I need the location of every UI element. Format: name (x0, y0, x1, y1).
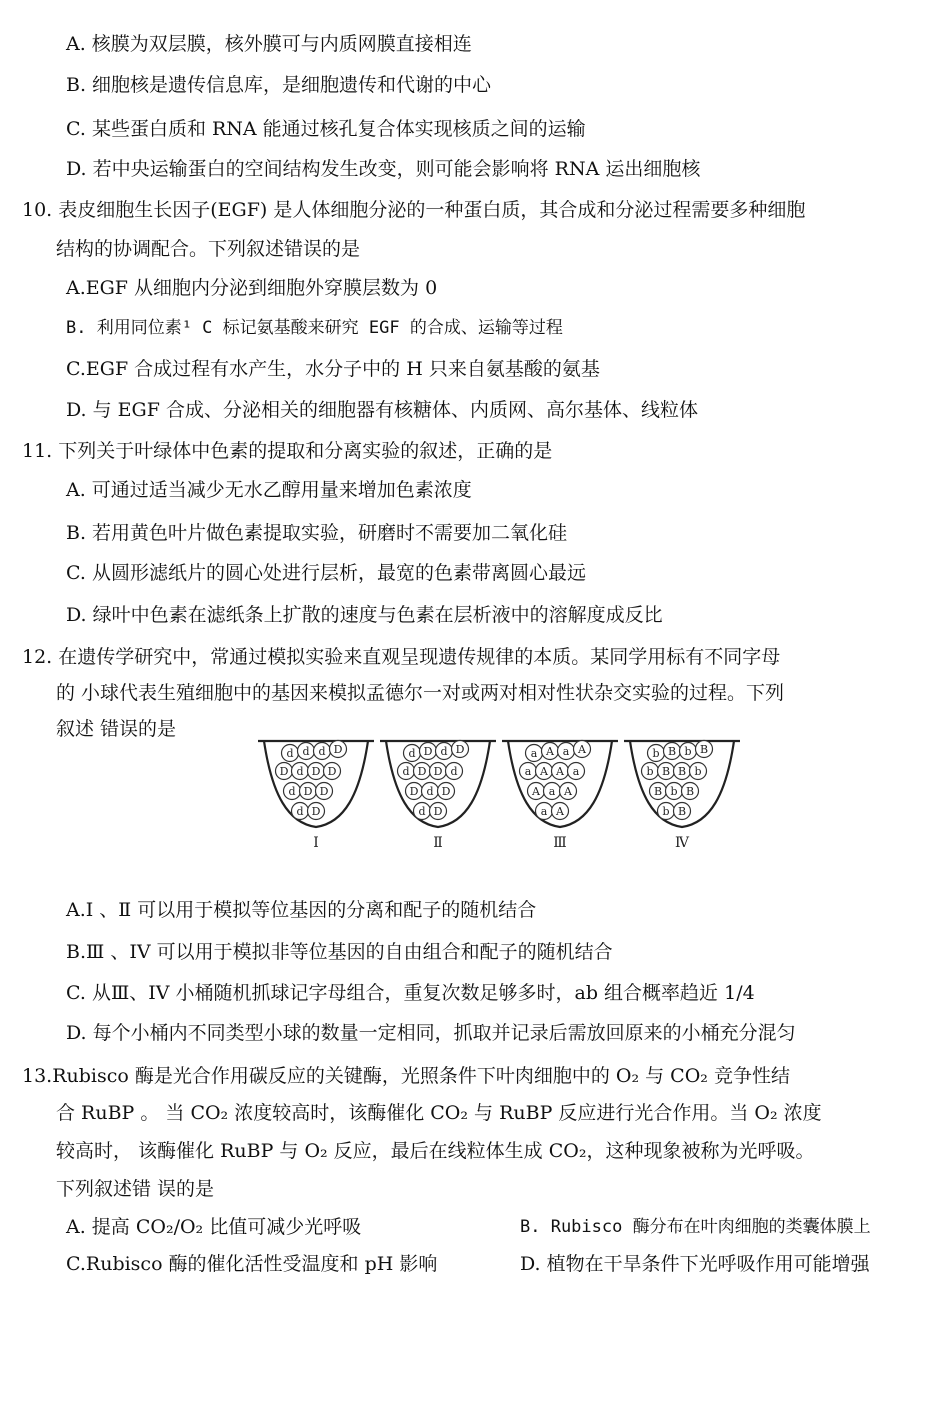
ball-letter: a (540, 805, 548, 818)
ball-letter: b (652, 747, 660, 760)
ball-letter: d (408, 747, 416, 760)
ball-letter: b (694, 765, 702, 778)
ball-letter: b (684, 745, 692, 758)
ball-letter: d (296, 805, 304, 818)
q11-option-b: B. 若用黄色叶片做色素提取实验，研磨时不需要加二氧化硅 (66, 522, 568, 544)
ball-letter: d (440, 745, 448, 758)
bucket-label: Ⅲ (553, 835, 567, 851)
q10-option-a: A.EGF 从细胞内分泌到细胞外穿膜层数为 0 (66, 277, 438, 299)
bucket-2 (380, 741, 496, 852)
ball-letter: a (572, 765, 580, 778)
ball-letter: d (426, 785, 434, 798)
ball-letter: A (540, 765, 548, 778)
ball-letter: A (564, 785, 572, 798)
ball-letter: A (556, 805, 564, 818)
q9-option-d: D. 若中央运输蛋白的空间结构发生改变，则可能会影响将 RNA 运出细胞核 (66, 158, 701, 180)
ball-letter: D (433, 765, 443, 778)
bucket-4 (624, 741, 740, 852)
bucket-label: Ⅱ (433, 835, 443, 851)
ball-letter: D (333, 743, 343, 756)
q10-option-d: D. 与 EGF 合成、分泌相关的细胞器有核糖体、内质网、高尔基体、线粒体 (66, 399, 698, 421)
ball-letter: a (548, 785, 556, 798)
bucket-label: Ⅰ (313, 835, 319, 851)
ball-letter: d (302, 745, 310, 758)
ball-letter: A (532, 785, 540, 798)
q13-stem-line2: 合 RuBP 。 当 CO₂ 浓度较高时，该酶催化 CO₂ 与 RuBP 反应进行光合作用。当 O₂ 浓度 (56, 1102, 822, 1124)
ball-letter: D (303, 785, 313, 798)
q12-stem-line3: 叙述 错误的是 (56, 718, 177, 740)
bucket-label: Ⅳ (675, 835, 689, 851)
q10-stem-line1: 10. 表皮细胞生长因子(EGF) 是人体细胞分泌的一种蛋白质，其合成和分泌过程需要多种细胞 (22, 199, 806, 221)
q9-option-a: A. 核膜为双层膜，核外膜可与内质网膜直接相连 (66, 33, 472, 55)
ball-letter: d (450, 765, 458, 778)
q13-stem-line3: 较高时， 该酶催化 RuBP 与 O₂ 反应，最后在线粒体生成 CO₂，这种现象被称为光呼吸。 (56, 1140, 815, 1162)
ball-letter: d (288, 785, 296, 798)
q13-stem-line4: 下列叙述错 误的是 (56, 1178, 215, 1200)
q11-option-d: D. 绿叶中色素在滤纸条上扩散的速度与色素在层析液中的溶解度成反比 (66, 604, 663, 626)
ball-letter: d (418, 805, 426, 818)
ball-letter: B (677, 765, 687, 778)
ball-letter: A (556, 765, 564, 778)
bucket-1 (258, 741, 374, 852)
q11-stem: 11. 下列关于叶绿体中色素的提取和分离实验的叙述，正确的是 (22, 440, 553, 462)
ball-letter: B (677, 805, 687, 818)
ball-letter: D (327, 765, 337, 778)
ball-letter: b (646, 765, 654, 778)
ball-letter: B (653, 785, 663, 798)
q13-option-b: B. Rubisco 酶分布在叶肉细胞的类囊体膜上 (520, 1217, 871, 1237)
q10-stem-line2: 结构的协调配合。下列叙述错误的是 (56, 238, 361, 260)
ball-letter: D (455, 743, 465, 756)
ball-letter: D (441, 785, 451, 798)
ball-letter: B (699, 743, 709, 756)
q12-option-c: C. 从Ⅲ、IV 小桶随机抓球记字母组合，重复次数足够多时，ab 组合概率趋近 1/4 (66, 982, 755, 1004)
q12-option-d: D. 每个小桶内不同类型小球的数量一定相同，抓取并记录后需放回原来的小桶充分混匀 (66, 1022, 796, 1044)
ball-letter: B (667, 745, 677, 758)
ball-letter: A (546, 745, 554, 758)
bucket-diagram (250, 735, 740, 855)
q13-option-d: D. 植物在干旱条件下光呼吸作用可能增强 (520, 1253, 870, 1275)
q9-option-b: B. 细胞核是遗传信息库，是细胞遗传和代谢的中心 (66, 74, 492, 96)
ball-letter: D (433, 805, 443, 818)
ball-letter: D (423, 745, 433, 758)
ball-letter: D (319, 785, 329, 798)
ball-letter: D (409, 785, 419, 798)
q10-option-b: B. 利用同位素¹ C 标记氨基酸来研究 EGF 的合成、运输等过程 (66, 318, 563, 338)
ball-letter: b (670, 785, 678, 798)
q9-option-c: C. 某些蛋白质和 RNA 能通过核孔复合体实现核质之间的运输 (66, 118, 586, 140)
ball-letter: D (311, 765, 321, 778)
q12-option-b: B.Ⅲ 、IV 可以用于模拟非等位基因的自由组合和配子的随机结合 (66, 941, 613, 963)
ball-letter: D (417, 765, 427, 778)
ball-letter: b (662, 805, 670, 818)
q12-stem-line2: 的 小球代表生殖细胞中的基因来模拟孟德尔一对或两对相对性状杂交实验的过程。下列 (56, 682, 785, 704)
q13-option-c: C.Rubisco 酶的催化活性受温度和 pH 影响 (66, 1253, 438, 1275)
ball-letter: A (578, 743, 586, 756)
q11-option-c: C. 从圆形滤纸片的圆心处进行层析，最宽的色素带离圆心最远 (66, 562, 586, 584)
ball-letter: d (296, 765, 304, 778)
q12-option-a: A.I 、Ⅱ 可以用于模拟等位基因的分离和配子的随机结合 (66, 899, 537, 921)
ball-letter: d (286, 747, 294, 760)
ball-letter: B (685, 785, 695, 798)
ball-letter: a (530, 747, 538, 760)
ball-letter: D (311, 805, 321, 818)
ball-letter: a (524, 765, 532, 778)
q11-option-a: A. 可通过适当减少无水乙醇用量来增加色素浓度 (66, 479, 472, 501)
q13-option-a: A. 提高 CO₂/O₂ 比值可减少光呼吸 (66, 1216, 362, 1238)
ball-letter: a (562, 745, 570, 758)
ball-letter: B (661, 765, 671, 778)
ball-letter: d (402, 765, 410, 778)
q12-stem-line1: 12. 在遗传学研究中，常通过模拟实验来直观呈现遗传规律的本质。某同学用标有不同字母 (22, 646, 781, 668)
ball-letter: D (279, 765, 289, 778)
ball-letter: d (318, 745, 326, 758)
bucket-3 (502, 741, 618, 852)
q10-option-c: C.EGF 合成过程有水产生，水分子中的 H 只来自氨基酸的氨基 (66, 358, 600, 380)
q13-stem-line1: 13.Rubisco 酶是光合作用碳反应的关键酶，光照条件下叶肉细胞中的 O₂ 与 CO₂ 竞争性结 (22, 1065, 790, 1087)
